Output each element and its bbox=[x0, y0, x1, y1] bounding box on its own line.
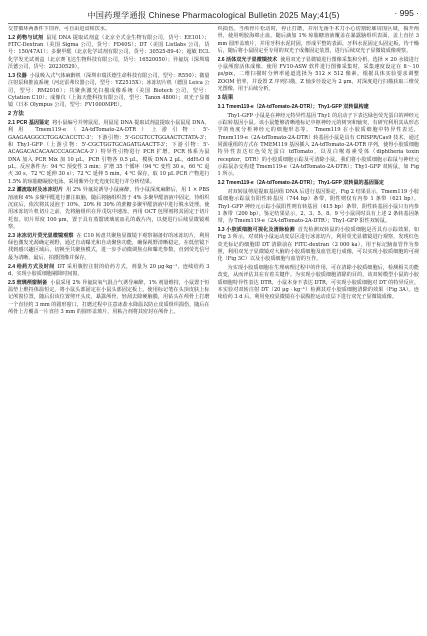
section-2-6 bbox=[218, 57, 420, 93]
section-2-4-title: 2.4 给药方式及时间 bbox=[8, 263, 55, 270]
header-rule bbox=[8, 23, 419, 24]
section-2-4-body: DT 采用腹腔注射的给药方式，剂量为 20 μg·kg⁻¹，连续给药 3 d，实现小胶质细胞剔除时间窗。 bbox=[8, 263, 210, 277]
section-2-6-body: 使用双光子显微镜进行图像采集和分析。选择 × 20 水镜进行小鼠颅窗活体成像。使用 FV10-ASW 软件进行图像采集时，采集速度设定在 8～10 μs/pix，二维扫描时分辨率通道选择为 512 × 512 像素。根据具体实验要求调整 ZOOM 倍率，并设置 Z 序列扫描，Z 轴步径设定为 2 μm，对深度进行扫描获取三维荧光图像，用于后续分析。 bbox=[217, 56, 419, 92]
section-3-2-body: 对双转鼠剪尾提取基因组 DNA 后进行基因鉴定，Fig 2 结果显示，Tmem119 小胶质细胞示踪鼠有阳性转基因（744 bp）条带，阴性则仅有内参 1 条带（621 bp）。Thy1-GFP 神经元示踪小鼠阳性则有转基因（415 bp）条带，阴性转基因小鼠只有内参 1 条带（200 bp）。鉴定结果显示，2、3、5、8、9 号小鼠同时具有上述 2 条转基因条带，为 Tmem119-e（2A-tdTomato-2A-DTR）；Thy1-GFP 阳性双转鼠。 bbox=[217, 189, 419, 225]
paragraph-last: 为实现小胶质细胞在生理病理过程中的作用，可在清除小胶质细胞后，检测相关功能改变，从而评估其在有着关键作。为实现小胶质细胞清除的目的，该双转模型小鼠的小胶质细胞特异性表达 DTR，小鼠本身不表达 DTR，可实现小胶质细胞对 DT 的特异反应。本实验对双转注射 DT（20 μg · kg⁻¹）检测其对小胶质细胞清除的效果（Fig 3A）。连续给药 3 d 后，利用免疫显微镜在小鼠腹腔运动皮层下进行双光子显微镜成像。 bbox=[217, 265, 419, 301]
section-3-1-title: 3.1 Tmem119-e（2A-tdTomato-2A-DTR）；Thy1-GFP 双转鼠构建 bbox=[217, 103, 369, 110]
section-2-2-body: 用 2% 异氟烷诱导小鼠麻醉，待小鼠深度麻醉后，用 1 × PBS 溶液和 4% 多聚甲醛进行灌注取脑，随后将脑组织置于 4% 多聚甲醛溶液中固定，待组织沉底后，依次将其浸泡于 10%、20% 和 30% 的蔗糖多聚甲醛溶液中进行脱水处理。使用冰冻切片机切片之前，先将脑组织在异戊烷中速冻，再用 OCT 包埋剂将其固定于切片托盘。切片厚度 100 μm，置于具有蒸馏玻璃底皿孔的载片内，以便进行后续显微镜观察。 bbox=[8, 187, 210, 230]
section-3-1-body: Thy1-GFP 小鼠是在神经元特异性基因 Thy1 的启动子下表达绿色荧光蛋白的神经元示踪转基因小鼠。该小鼠能够清晰地标记中枢神经元的树突和轴突，有研究利用其从形态学的角度分析神经元的细胞形态等。 Tmem119 在小胶质细胞中特异性表达，Tmem119-e（2A-tdTomato-2A-DTR）转基因小鼠是具有 CRISPR/Cas9 技术，通过同源重组的方式在 TMEM119 基因插入 2A-tdTomato-2A-DTR 序列，使得小胶质细胞特异性表达红色荧光蛋白 tdTomato，以及白喉毒素受体（diphtheria toxin receptor，DTR）的小胶质细胞示踪及可清除小鼠。我们将小胶质细胞示踪鼠与神经元示踪鼠杂交构建 Tmem119-e（2A-tdTomato-2A-DTR）；Thy1-GFP 双转鼠，如 Fig 1 所示。 bbox=[217, 112, 419, 178]
section-2-2 bbox=[8, 187, 210, 231]
journal-title: 中国药理学通报 Chinese Pharmacological Bulletin 2025 May;41(5) bbox=[87, 10, 340, 20]
section-2-1 bbox=[8, 120, 210, 186]
section-2-5-body: 小鼠采用 2% 异氟烷氧气混合气诱导麻醉，1% 剂量维持，小鼠置于恒温垫上维持体温恒定。将小鼠头部固定在小鼠头部固定板上，使用标记笔在头顶皮肤上标记颅窗位置，随后沿该位置剪开头皮，暴露颅骨，轻刮去除硬脑膜，用钻头在颅骨上打磨一个直径约 3 mm 的圆形窗口，打磨过程中注意冰盐水降温以防止皮质组织损伤，随后在颅骨上方覆盖一片直径 3 mm 的圆形盖玻片，用粘合剂将其密封在颅骨上。 bbox=[8, 279, 210, 315]
section-3-2-title: 3.2 Tmem119-e（2A-tdTomato-2A-DTR）；Thy1-GFP 双转鼠的基因鉴定 bbox=[217, 180, 385, 187]
section-3-3 bbox=[218, 227, 420, 263]
section-2-2-title: 2.2 灌流取材及冰冻切片 bbox=[8, 187, 64, 194]
section-2-heading: 2 方法 bbox=[8, 111, 24, 118]
section-2-1-body: 将小鼠编号并剪鼠尾，用鼠尾 DNA 提取试剂盒提取小鼠鼠尾 DNA，利用 Tmem119-e（2A-tdTomato-2A-DTR）上游引物：5'-GAAGAAGGCCTGGACACCTC-3'；下游引物：5'-GCGTCCTGGAACTCTATA-3'；和 Thy1-GFP（上游引物：5'-CGCTGGTGCAGATGAACTT-3'；下游引物：5'-ACAGACACACAACCCAGCACA-3'）特异性引物进行 PCR 扩增。PCR 体系为鼠 DNA 加入 PCR Mix 加 10 μL，PCR 引物各 0.5 μL，模板 DNA 2 μL，ddH₂O 6 μL。反应条件为：94 ℃ 预变性 3 min；扩增 35 个循环（94 ℃ 变性 30 s，60 ℃ 退火 30 s，72 ℃ 延伸 30 s）；72 ℃ 延伸 5 min，4 ℃ 保存。取 10 μL PCR 产物进行 1.5% 的琼脂糖凝胶电泳，采用紫外分光光度仪进行并分析结果。 bbox=[8, 120, 210, 185]
section-3-3-body: 首先检测双转鼠的小胶质细胞是否具有示踪效果，如 Fig 3 所示，对双转小鼠运动皮层区进行冰冻切片，利用荧光显微镜进行观察，发现红色荧光标记的细胞即 DT 清除前在 FITC-dextran（2 000 ka），用于标记脑血管作为参照，利用双光子显微镜对大脑的小胶质细胞及血管进行成像，可以实现小胶质细胞的可视化（Fig 3C）以及小胶质细胞与血管的互作。 bbox=[217, 227, 419, 263]
section-2-1-title: 2.1 PCR 基因鉴定 bbox=[8, 120, 50, 127]
paragraph-continued: 织损伤。当颅骨片松动时，停止打磨，并用无菌手术刀小心切割轮廓周围区域，揭开颅骨，使用明胶海绵止血。随后滴加 1% 琼脂糖溶液覆盖在暴露脑组织表面，盖上直径 3 mm 圆形盖玻片，并用牙科水泥封固，形成平整的表面。牙科水泥固定头固定板，待干燥后，随后将小鼠固定至专用的双光子成像固定装置，进行后续双光子显微镜成像观察。 bbox=[217, 26, 419, 54]
section-2-4 bbox=[8, 264, 210, 279]
two-column-body bbox=[8, 26, 419, 631]
running-header bbox=[8, 8, 419, 22]
section-1-3-body: 小鼠吸入式气体麻醉机（深圳市瑞沃德生命科技有限公司，型号：R550）；微量注射泵和推流系统（河北雷弗仪器公司，型号：YZ2515X）；冰冻切片机（德国 Leica 公司，型号：RM2016）；共聚焦激光扫描成像系统（美国 Biotech 公司，型号：Cytation C10）；成像仪（上海天能科技有限公司，型号：Tanon 4800）；双光子显微镜（日本 Olympus 公司，型号：FV1000MPE）。 bbox=[8, 72, 210, 109]
section-1-3 bbox=[8, 73, 210, 109]
section-1-2 bbox=[8, 35, 210, 71]
section-3-heading: 3 结果 bbox=[217, 94, 234, 101]
section-1-2-body: 鼠尾 DNA 提取试剂盒（北京全式金生物有限公司，货号：EE101）；FITC-Dextran（美国 Sigma 公司，货号：FD40S）；DT（美国 Listlabs 公司，货号：150/47A1）；多聚甲醛（北京化学试剂有限公司，货号：30525-89-4）；超敏 ECL 化学发光试剂盒（北京赛飞达生物科技有限公司，货号：16520050）；异氟烷（深圳瑞沃德公司，货号：20230529）。 bbox=[8, 34, 210, 71]
section-2-3-body: 在 C10 转盘共聚焦显微镜下观察制备好的冰冻切片，利用绿色激发光源确定视野，通过自动曝光和自动聚焦功能，确保视野清晰稳定。在低倍镜下找到感兴趣区域后，切换至共聚焦模式，进一步手动微调焦点和曝光参数，直到荧光信号最为清晰。最后，拍摄图像并保存。 bbox=[8, 232, 210, 261]
section-1-2-title: 1.2 药物与试剂 bbox=[8, 34, 44, 41]
section-2-6-title: 2.6 活体双光子显微镜技术 bbox=[217, 56, 278, 63]
section-2-3 bbox=[8, 233, 210, 262]
section-3-3-title: 3.3 小胶质细胞可视化及清除检测 bbox=[217, 227, 295, 234]
page-number: · 995 · bbox=[394, 8, 419, 18]
section-2-5-title: 2.5 玻璃颅窗制备 bbox=[8, 279, 48, 286]
section-2-5 bbox=[8, 280, 210, 316]
section-1-3-title: 1.3 仪器 bbox=[8, 72, 27, 79]
right-column bbox=[218, 26, 420, 631]
section-2-3-title: 2.3 冰冻切片荧光显微镜观察 bbox=[8, 232, 74, 239]
paragraph-intro: 交替循环两条件下饲养，可自由进食和饮水。 bbox=[8, 26, 110, 32]
left-column bbox=[8, 26, 210, 631]
